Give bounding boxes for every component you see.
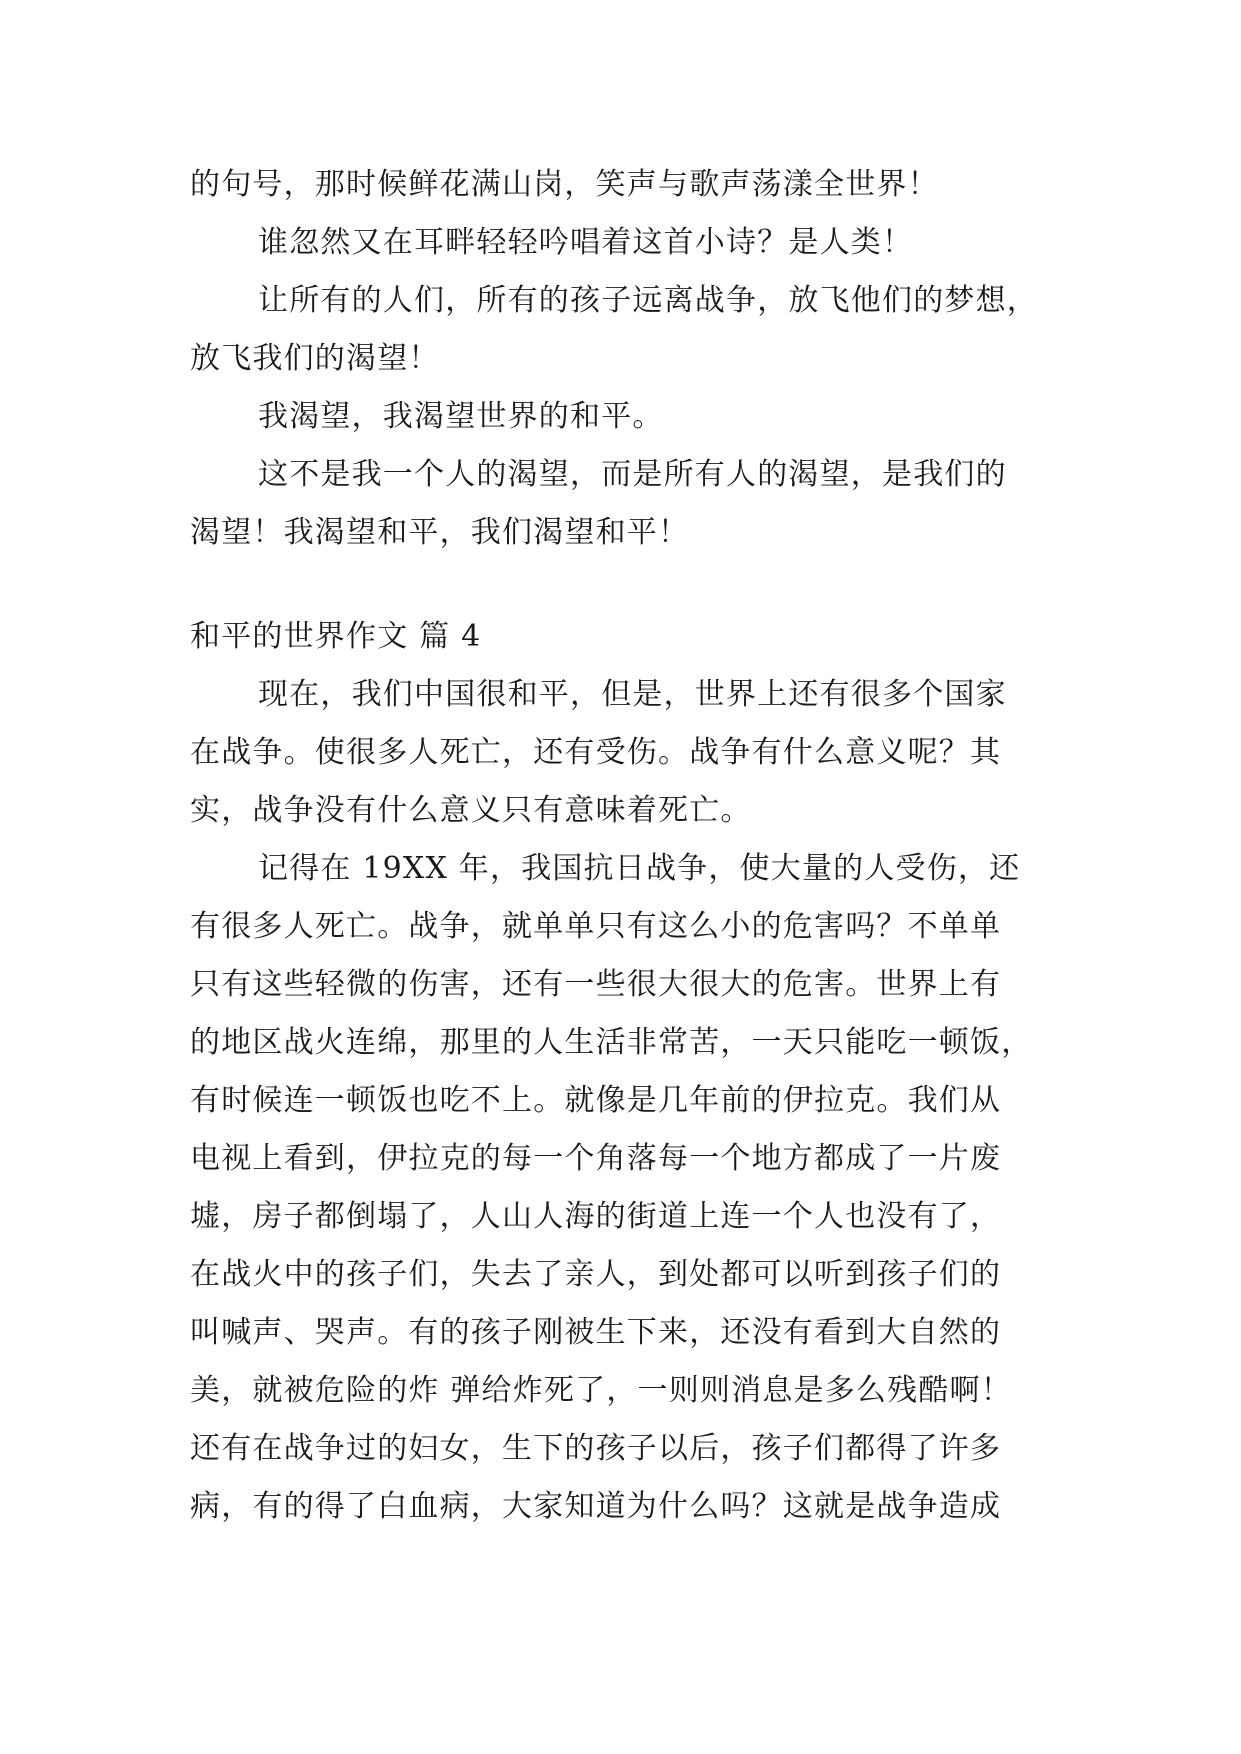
section-heading: 和平的世界作文 篇 4 <box>190 619 482 654</box>
document-body <box>190 156 1060 1536</box>
paragraph-line: 实，战争没有什么意义只有意味着死亡。 <box>190 793 752 828</box>
paragraph-line: 还有在战争过的妇女，生下的孩子以后，孩子们都得了许多 <box>190 1431 1002 1466</box>
paragraph-line: 病，有的得了白血病，大家知道为什么吗？这就是战争造成 <box>190 1489 1002 1524</box>
paragraph-line: 在战争。使很多人死亡，还有受伤。战争有什么意义呢？其 <box>190 735 1002 770</box>
paragraph-line: 现在，我们中国很和平，但是，世界上还有很多个国家 <box>258 677 1007 712</box>
paragraph-line: 的句号，那时候鲜花满山岗，笑声与歌声荡漾全世界！ <box>190 167 939 202</box>
paragraph-line: 墟，房子都倒塌了，人山人海的街道上连一个人也没有了， <box>190 1199 1002 1234</box>
paragraph-line: 有很多人死亡。战争，就单单只有这么小的危害吗？不单单 <box>190 909 1002 944</box>
paragraph-line: 的地区战火连绵，那里的人生活非常苦，一天只能吃一顿饭， <box>190 1025 1033 1060</box>
paragraph-line: 美，就被危险的炸 弹给炸死了，一则则消息是多么残酷啊！ <box>190 1373 1012 1408</box>
paragraph-line: 电视上看到，伊拉克的每一个角落每一个地方都成了一片废 <box>190 1141 1002 1176</box>
paragraph-line: 让所有的人们，所有的孩子远离战争，放飞他们的梦想， <box>258 283 1038 318</box>
section-gap <box>190 562 1060 608</box>
paragraph-line: 放飞我们的渴望！ <box>190 341 440 376</box>
paragraph-line: 只有这些轻微的伤害，还有一些很大很大的危害。世界上有 <box>190 967 1002 1002</box>
paragraph-line: 我渴望，我渴望世界的和平。 <box>258 399 664 434</box>
paragraph-line: 谁忽然又在耳畔轻轻吟唱着这首小诗？是人类！ <box>258 225 914 260</box>
paragraph-line: 记得在 19XX 年，我国抗日战争，使大量的人受伤，还 <box>258 851 1021 886</box>
paragraph-line: 在战火中的孩子们，失去了亲人，到处都可以听到孩子们的 <box>190 1257 1002 1292</box>
paragraph-line: 这不是我一个人的渴望，而是所有人的渴望，是我们的 <box>258 457 1007 492</box>
paragraph-line: 有时候连一顿饭也吃不上。就像是几年前的伊拉克。我们从 <box>190 1083 1002 1118</box>
paragraph-line: 叫喊声、哭声。有的孩子刚被生下来，还没有看到大自然的 <box>190 1315 1002 1350</box>
paragraph-line: 渴望！我渴望和平，我们渴望和平！ <box>190 515 690 550</box>
